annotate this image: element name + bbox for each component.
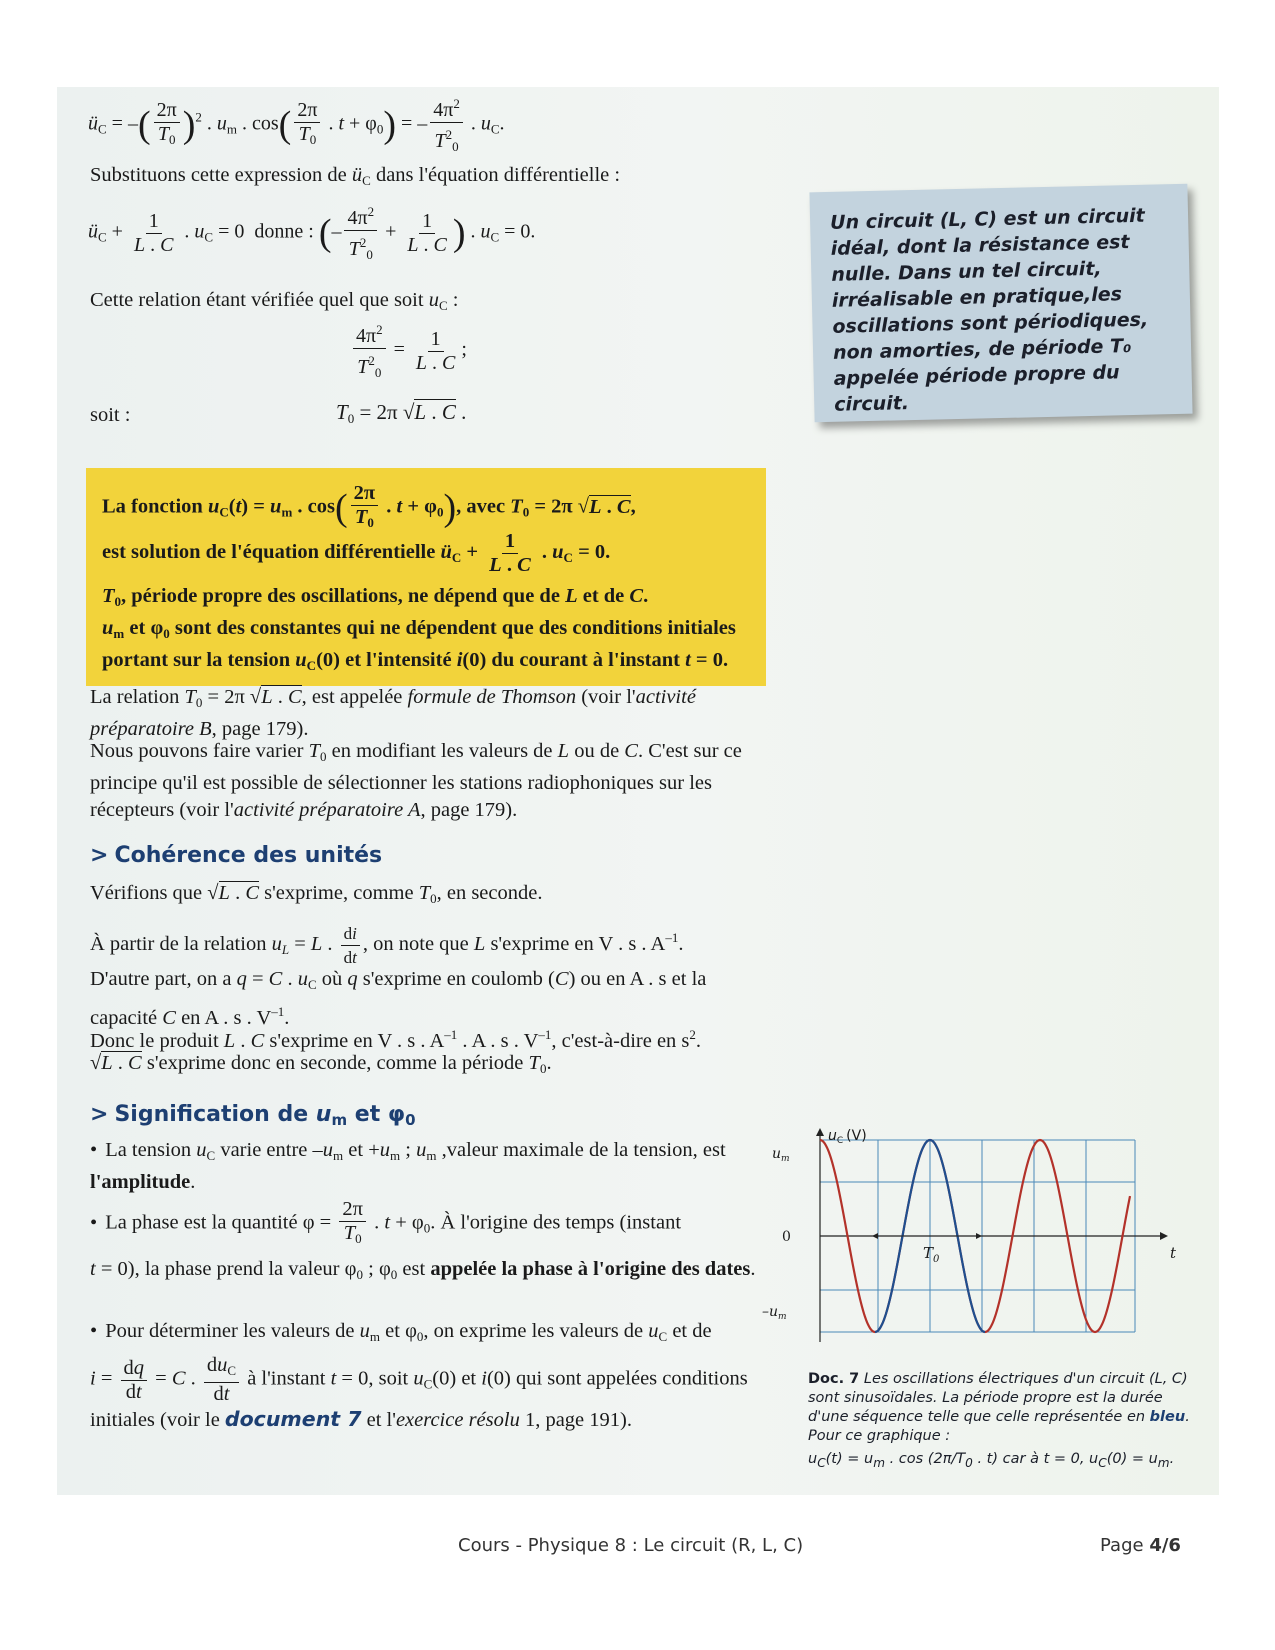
y-bottom-label: $-u_m$ bbox=[762, 1304, 787, 1322]
doc7-caption: Doc. 7 Les oscillations électriques d'un circuit (L, C) sont sinusoïdales. La période propre est la durée d'une séquence telle que celle représentée en bleu. Pour ce graphique : $u_C(t) = u_m$ . $\cos (2\pi/T_0$ . t) car à t = 0, $u_C(0) = u_m$. bbox=[808, 1371, 1190, 1470]
x-axis-arrow bbox=[1160, 1232, 1168, 1240]
paragraph-soit: soit : bbox=[90, 404, 131, 426]
x-axis-label: t bbox=[1170, 1244, 1177, 1262]
y-axis-label: $u_C$ (V) bbox=[828, 1128, 867, 1146]
paragraph-d-autre-part: D'autre part, on a q = C . $u_C$ où q s'exprime en coulomb (C) ou en A . s et la capacité C en A . s . $V^{-1}$. bbox=[90, 968, 707, 1029]
paragraph-substituons: Substituons cette expression de $ü_C$ dans l'équation différentielle : bbox=[90, 164, 621, 188]
period-label: $T_0$ bbox=[923, 1244, 940, 1265]
bullet-phase: • La phase est la quantité φ = $\frac{2\pi}{T_0}$ . $t + \varphi_0$. À l'origine des temps (instant t = 0), la phase prend la valeur $\varphi_0$ ; $\varphi_0$ est appelée la phase à l'origine des dates. bbox=[90, 1198, 756, 1282]
key-result-box: La fonction $u_C(t) = u_m$ . cos( $\frac{2\pi}{T_0}$ . $t + \varphi_0$), avec $T_0 = 2\pi$ √L . C, est solution de l'équation différentielle $ü_C$ + $\frac{1}{L . C}$ . $u_C = 0$. $T_0$, période propre des oscillations, ne dépend que de L et de C. $u_m$ et $\varphi_0$ sont des constantes qui ne dépendent que des conditions initiales portant sur la tension $u_C(0)$ et l'intensité i(0) du courant à l'instant t = 0. bbox=[86, 468, 766, 686]
heading-signification: > Signification de $u_m$ et $\varphi_0$ bbox=[90, 1102, 416, 1129]
equation-uc-second-derivative: $ü_C$ = –( $\frac{2\pi}{T_0}$ )$^2$ . $u_m$ . cos( $\frac{2\pi}{T_0}$ . $t + \varphi_0$) = – $\frac{4\pi^2}{T^2_0}$ . $u_C$. bbox=[88, 92, 505, 158]
y-axis-arrow bbox=[816, 1128, 824, 1136]
equation-relation: $\frac{4\pi^2}{T^2_0}$ = $\frac{1}{L . C}$ ; bbox=[350, 318, 467, 384]
heading-coherence: > Cohérence des unités bbox=[90, 843, 383, 868]
oscillation-graph bbox=[762, 1128, 1190, 1350]
equation-substitution: $ü_C$ + $\frac{1}{L . C}$ . $u_C = 0$ donne : (– $\frac{4\pi^2}{T^2_0}$ + $\frac{1}{L . C}$ ) . $u_C = 0$. bbox=[88, 200, 535, 266]
paragraph-cette-relation: Cette relation étant vérifiée quel que soit $u_C$ : bbox=[90, 289, 459, 313]
period-arrow-right bbox=[976, 1233, 982, 1239]
period-arrow-left bbox=[872, 1233, 878, 1239]
bullet-conditions-initiales: • Pour déterminer les valeurs de $u_m$ et $\varphi_0$, on exprime les valeurs de $u_C$ et de i = $\frac{dq}{dt}$ = C . $\frac{du_C}{dt}$ à l'instant t = 0, soit $u_C(0)$ et i(0) qui sont appelées conditions initiales (voir le document 7 et l'exercice résolu 1, page 191). bbox=[90, 1320, 748, 1431]
footer-title: Cours - Physique 8 : Le circuit (R, L, C) bbox=[458, 1535, 804, 1556]
paragraph-thomson: La relation $T_0 = 2\pi$ √L . C, est appelée formule de Thomson (voir l'activité préparatoire B, page 179). bbox=[90, 686, 696, 740]
paragraph-verifions: Vérifions que √L . C s'exprime, comme $T_0$, en seconde. bbox=[90, 882, 543, 906]
equation-t0: $T_0 = 2\pi$ √L . C . bbox=[336, 400, 467, 426]
paragraph-a-partir: À partir de la relation $u_L = L$ . $\frac{di}{dt}$ , on note que L s'exprime en V . s . $A^{-1}$. bbox=[90, 924, 684, 967]
paragraph-varier: Nous pouvons faire varier $T_0$ en modifiant les valeurs de L ou de C. C'est sur ce principe qu'il est possible de sélectionner les stations radiophoniques sur les récepteurs (voir l'activité préparatoire A, page 179). bbox=[90, 740, 742, 821]
paragraph-sqrt: √L . C s'exprime donc en seconde, comme la période $T_0$. bbox=[90, 1052, 552, 1076]
footer-page: Page 4/6 bbox=[1100, 1535, 1181, 1556]
y-top-label: $u_m$ bbox=[772, 1146, 790, 1164]
paragraph-donc: Donc le produit L . C s'exprime en V . s . $A^{-1}$ . A . s . $V^{-1}$, c'est-à-dire en $s^2$. bbox=[90, 1027, 702, 1052]
side-note-lc-circuit: Un circuit (L, C) est un circuit idéal, dont la résistance est nulle. Dans un tel circuit, irréalisable en pratique,les oscillations sont périodiques, non amorties, de période T₀ appelée période propre du circuit. bbox=[809, 184, 1192, 423]
bullet-amplitude: • La tension $u_C$ varie entre $-u_m$ et $+u_m$ ; $u_m$ ,valeur maximale de la tension, est l'amplitude. bbox=[90, 1139, 726, 1193]
y-zero-label: 0 bbox=[782, 1229, 791, 1245]
